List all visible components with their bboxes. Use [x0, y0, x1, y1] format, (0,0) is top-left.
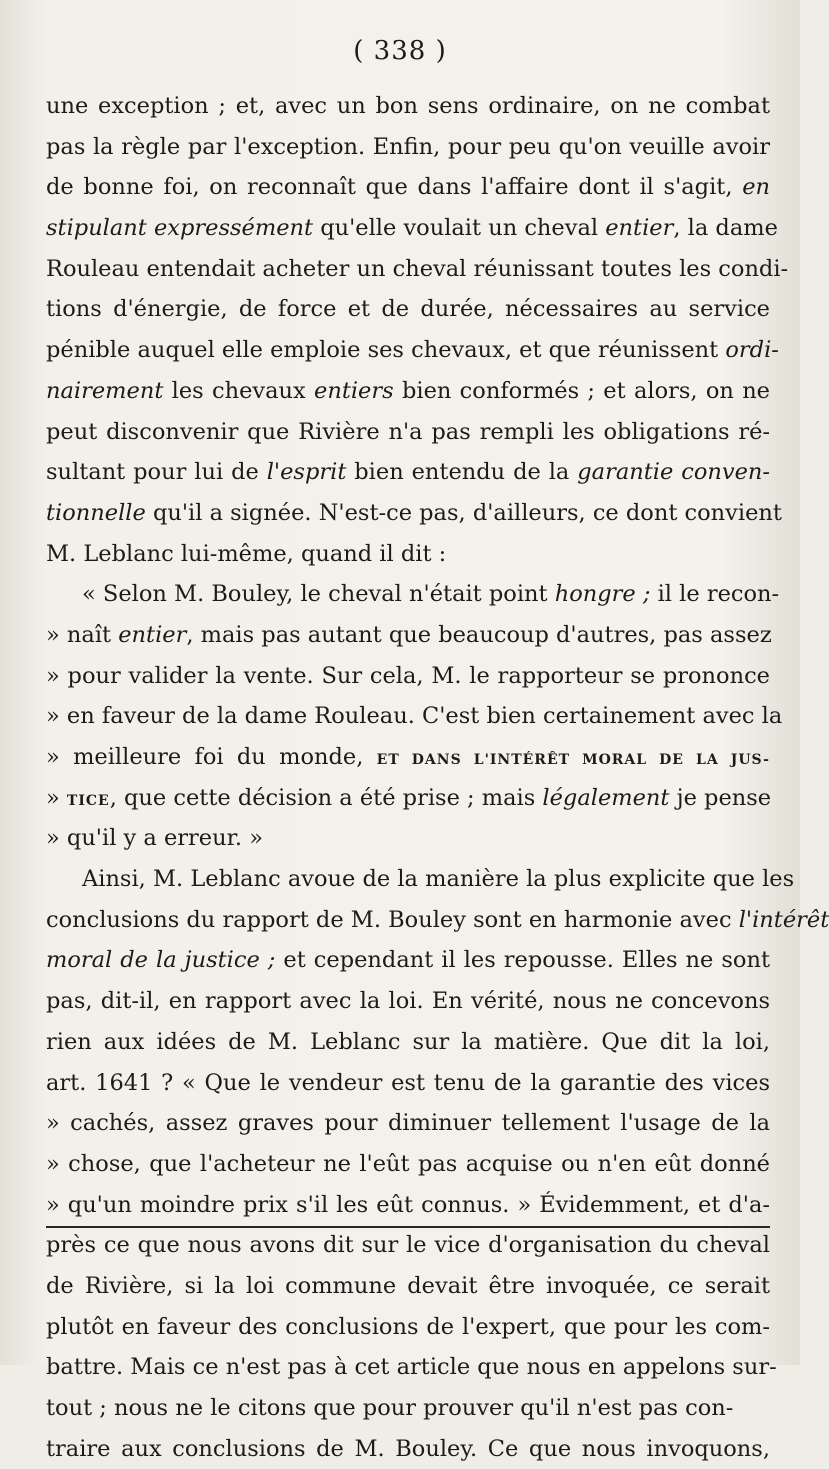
- text-span: les chevaux: [163, 377, 315, 404]
- text-span: près ce que nous avons dit sur le vice d'organisation du cheval: [46, 1232, 770, 1259]
- text-line: [46, 656, 770, 697]
- small-caps-span: TICE: [66, 792, 110, 809]
- text-line: [46, 1266, 770, 1307]
- text-span: pénible auquel elle emploie ses chevaux, et que réunissent: [46, 337, 726, 364]
- text-span: » cachés, assez graves pour diminuer tellement l'usage de la: [46, 1110, 770, 1137]
- text-line: [46, 493, 782, 534]
- text-line: [46, 1388, 770, 1429]
- text-span: , que cette décision a été prise ; mais: [109, 784, 543, 811]
- text-span: conclusions du rapport de M. Bouley sont en harmonie avec: [46, 906, 739, 933]
- text-line: [46, 1225, 770, 1266]
- page-number: ( 338 ): [353, 36, 447, 66]
- text-span: , mais pas autant que beaucoup d'autres, pas assez: [186, 621, 772, 648]
- text-line: [46, 696, 783, 737]
- italic-span: stipulant expressément: [46, 215, 314, 242]
- text-span: battre. Mais ce n'est pas à cet article que nous en appelons sur-: [46, 1354, 777, 1381]
- text-span: » en faveur de la dame Rouleau. C'est bien certainement avec la: [46, 703, 783, 730]
- text-line: [46, 289, 770, 330]
- italic-span: légalement: [542, 784, 670, 811]
- text-line: [46, 371, 770, 412]
- italic-span: entier: [605, 215, 674, 242]
- text-span: peut disconvenir que Rivière n'a pas rempli les obligations ré-: [46, 418, 770, 445]
- text-line: [46, 778, 770, 819]
- text-span: » naît: [46, 621, 119, 648]
- italic-span: tionnelle: [46, 499, 146, 526]
- text-span: « Selon M. Bouley, le cheval n'était point: [82, 581, 555, 608]
- text-span: M. Leblanc lui-même, quand il dit :: [46, 540, 447, 567]
- text-span: art. 1641 ? « Que le vendeur est tenu de la garantie des vices: [46, 1069, 770, 1096]
- text-span: » chose, que l'acheteur ne l'eût pas acquise ou n'en eût donné: [46, 1150, 770, 1177]
- text-span: Ainsi, M. Leblanc avoue de la manière la plus explicite que les: [82, 866, 795, 893]
- text-span: Rouleau entendait acheter un cheval réunissant toutes les condi-: [46, 255, 789, 282]
- italic-span: ordi-: [725, 337, 779, 364]
- page-rule: [46, 1226, 770, 1228]
- text-line: [46, 412, 770, 453]
- text-line: [46, 534, 770, 575]
- text-line: [46, 737, 770, 778]
- text-span: bien conformés ; et alors, on ne: [393, 377, 770, 404]
- text-line: [46, 1144, 770, 1185]
- text-line: [46, 1103, 770, 1144]
- text-line: [46, 818, 770, 859]
- text-span: pas la règle par l'exception. Enfin, pour peu qu'on veuille avoir: [46, 133, 770, 160]
- text-line: [46, 1185, 770, 1226]
- text-span: »: [46, 784, 67, 811]
- text-span: une exception ; et, avec un bon sens ordinaire, on ne combat: [46, 93, 770, 119]
- text-span: de Rivière, si la loi commune devait être invoquée, ce serait: [46, 1272, 770, 1299]
- italic-span: l'esprit: [266, 459, 347, 486]
- text-span: plutôt en faveur des conclusions de l'expert, que pour les com-: [46, 1313, 770, 1340]
- text-line: [46, 127, 770, 168]
- italic-span: l'intérêt: [738, 906, 829, 933]
- text-line: [46, 208, 778, 249]
- small-caps-span: ET DANS L'INTÉRÊT MORAL DE LA JUS-: [376, 752, 770, 768]
- italic-span: moral de la justice ;: [46, 947, 276, 974]
- text-span: » meilleure foi du monde,: [46, 744, 377, 770]
- text-span: il le recon-: [650, 581, 780, 608]
- text-span: qu'elle voulait un cheval: [313, 215, 606, 242]
- text-span: tions d'énergie, de force et de durée, nécessaires au service: [46, 296, 770, 323]
- text-span: bien entendu de la: [346, 459, 578, 486]
- text-line: [46, 574, 780, 615]
- text-line: [46, 249, 789, 290]
- text-line: [46, 86, 770, 127]
- italic-span: en: [742, 174, 770, 201]
- italic-span: garantie conven-: [577, 459, 770, 486]
- text-span: traire aux conclusions de M. Bouley. Ce que nous invoquons,: [46, 1435, 770, 1462]
- text-line: [46, 1307, 770, 1348]
- italic-span: hongre ;: [554, 581, 651, 608]
- text-line: [46, 981, 770, 1022]
- text-span: tout ; nous ne le citons que pour prouver qu'il n'est pas con-: [46, 1395, 734, 1421]
- text-span: de bonne foi, on reconnaît que dans l'affaire dont il s'agit,: [46, 174, 743, 201]
- text-line: [46, 1063, 770, 1104]
- text-span: » qu'un moindre prix s'il les eût connus. » Évidemment, et d'a-: [46, 1191, 770, 1218]
- text-line: [46, 1022, 770, 1063]
- text-line: [46, 330, 779, 371]
- text-span: et cependant il les repousse. Elles ne sont: [275, 947, 771, 974]
- text-span: sultant pour lui de: [46, 459, 267, 486]
- text-line: [46, 167, 770, 208]
- italic-span: entiers: [314, 377, 394, 404]
- text-span: je pense: [669, 784, 772, 811]
- text-line: [46, 940, 770, 981]
- text-span: pas, dit-il, en rapport avec la loi. En vérité, nous ne concevons: [46, 988, 770, 1015]
- text-span: qu'il a signée. N'est-ce pas, d'ailleurs, ce dont convient: [145, 499, 782, 526]
- italic-span: entier: [118, 621, 187, 648]
- text-line: [46, 859, 795, 900]
- text-line: [46, 615, 770, 656]
- text-span: » pour valider la vente. Sur cela, M. le rapporteur se prononce: [46, 662, 770, 689]
- body-text: [46, 86, 829, 1469]
- text-line: [46, 900, 829, 941]
- text-span: » qu'il y a erreur. »: [46, 825, 263, 852]
- text-line: [46, 1347, 777, 1388]
- text-line: [46, 452, 770, 493]
- italic-span: nairement: [46, 377, 164, 404]
- text-span: rien aux idées de M. Leblanc sur la matière. Que dit la loi,: [46, 1028, 770, 1055]
- text-line: [46, 1429, 770, 1469]
- text-span: , la dame: [673, 215, 778, 242]
